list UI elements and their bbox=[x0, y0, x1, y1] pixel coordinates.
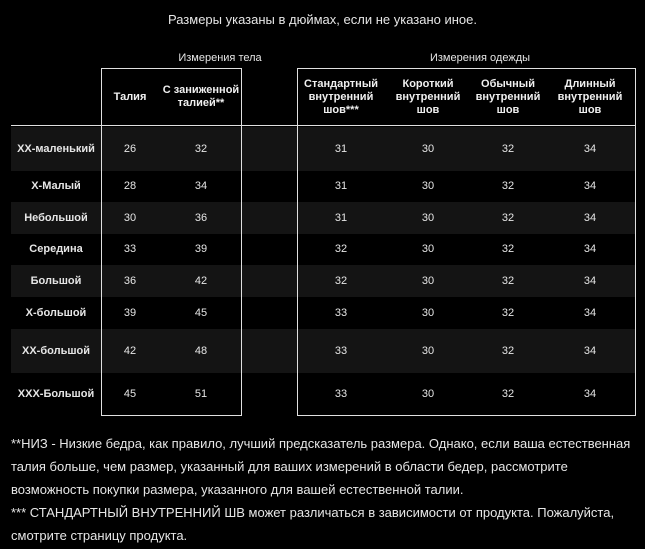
inseam-standard-cell: 31 bbox=[334, 211, 348, 224]
header-inseam-regular: Обычный внутренний шов bbox=[475, 77, 541, 116]
waist-cell: 42 bbox=[123, 344, 137, 357]
inseam-short-cell: 30 bbox=[421, 142, 435, 155]
inseam-regular-cell: 32 bbox=[501, 274, 515, 287]
size-cell: Середина bbox=[29, 243, 83, 255]
size-cell: X-Малый bbox=[31, 180, 81, 192]
size-cell: X-большой bbox=[25, 306, 87, 319]
size-cell: XXX-Большой bbox=[17, 388, 95, 400]
inseam-regular-cell: 32 bbox=[501, 306, 515, 319]
inseam-short-cell: 30 bbox=[421, 180, 435, 192]
inseam-short-cell: 30 bbox=[421, 274, 435, 287]
waist-cell: 45 bbox=[123, 388, 137, 400]
inseam-standard-cell: 33 bbox=[334, 344, 348, 357]
low-waist-cell: 34 bbox=[194, 180, 208, 192]
inseam-long-cell: 34 bbox=[583, 388, 597, 400]
inseam-regular-cell: 32 bbox=[501, 211, 515, 224]
inseam-long-cell: 34 bbox=[583, 180, 597, 192]
waist-cell: 39 bbox=[123, 306, 137, 319]
inseam-regular-cell: 32 bbox=[501, 243, 515, 255]
size-chart-caption: Размеры указаны в дюймах, если не указано иное. bbox=[167, 12, 478, 27]
size-cell: XX-большой bbox=[22, 344, 90, 357]
size-cell: XX-маленький bbox=[17, 142, 95, 155]
inseam-regular-cell: 32 bbox=[501, 344, 515, 357]
size-cell: Небольшой bbox=[24, 211, 88, 224]
inseam-short-cell: 30 bbox=[421, 388, 435, 400]
waist-cell: 36 bbox=[123, 274, 137, 287]
header-inseam-long: Длинный внутренний шов bbox=[557, 77, 623, 116]
garment-measurements-box bbox=[297, 68, 636, 416]
inseam-regular-cell: 32 bbox=[501, 388, 515, 400]
waist-cell: 28 bbox=[123, 180, 137, 192]
size-cell: Большой bbox=[30, 274, 82, 287]
body-measurements-label: Измерения тела bbox=[178, 52, 262, 64]
inseam-long-cell: 34 bbox=[583, 274, 597, 287]
header-low-waist: С заниженной талией** bbox=[162, 84, 240, 109]
inseam-short-cell: 30 bbox=[421, 344, 435, 357]
garment-measurements-label: Измерения одежды bbox=[429, 52, 531, 64]
inseam-long-cell: 34 bbox=[583, 142, 597, 155]
low-waist-cell: 32 bbox=[194, 142, 208, 155]
inseam-standard-cell: 33 bbox=[334, 306, 348, 319]
inseam-long-cell: 34 bbox=[583, 243, 597, 255]
low-waist-cell: 45 bbox=[194, 306, 208, 319]
footnote-low-waist: **НИЗ - Низкие бедра, как правило, лучший предсказатель размера. Однако, если ваша естественная талия больше, чем размер, указанный для ваших измерений в области бедер, рассмотрите возможность покупки размера, указанного для вашей естественной талии. bbox=[11, 436, 631, 497]
low-waist-cell: 51 bbox=[194, 388, 208, 400]
inseam-regular-cell: 32 bbox=[501, 142, 515, 155]
inseam-long-cell: 34 bbox=[583, 211, 597, 224]
footnote-inseam: *** СТАНДАРТНЫЙ ВНУТРЕННИЙ ШВ может различаться в зависимости от продукта. Пожалуйста, смотрите страницу продукта. bbox=[11, 505, 615, 543]
inseam-short-cell: 30 bbox=[421, 211, 435, 224]
inseam-standard-cell: 31 bbox=[334, 142, 348, 155]
low-waist-cell: 42 bbox=[194, 274, 208, 287]
waist-cell: 30 bbox=[123, 211, 137, 224]
inseam-short-cell: 30 bbox=[421, 243, 435, 255]
header-inseam-standard: Стандартный внутренний шов*** bbox=[304, 77, 378, 116]
header-waist: Талия bbox=[113, 90, 147, 103]
waist-cell: 26 bbox=[123, 142, 137, 155]
inseam-long-cell: 34 bbox=[583, 306, 597, 319]
low-waist-cell: 48 bbox=[194, 344, 208, 357]
inseam-short-cell: 30 bbox=[421, 306, 435, 319]
inseam-long-cell: 34 bbox=[583, 344, 597, 357]
waist-cell: 33 bbox=[123, 243, 137, 255]
inseam-standard-cell: 32 bbox=[334, 274, 348, 287]
inseam-standard-cell: 31 bbox=[334, 180, 348, 192]
inseam-standard-cell: 33 bbox=[334, 388, 348, 400]
inseam-standard-cell: 32 bbox=[334, 243, 348, 255]
footnotes bbox=[11, 432, 631, 547]
low-waist-cell: 36 bbox=[194, 211, 208, 224]
inseam-regular-cell: 32 bbox=[501, 180, 515, 192]
header-inseam-short: Короткий внутренний шов bbox=[395, 77, 461, 116]
low-waist-cell: 39 bbox=[194, 243, 208, 255]
body-measurements-box bbox=[101, 68, 242, 416]
